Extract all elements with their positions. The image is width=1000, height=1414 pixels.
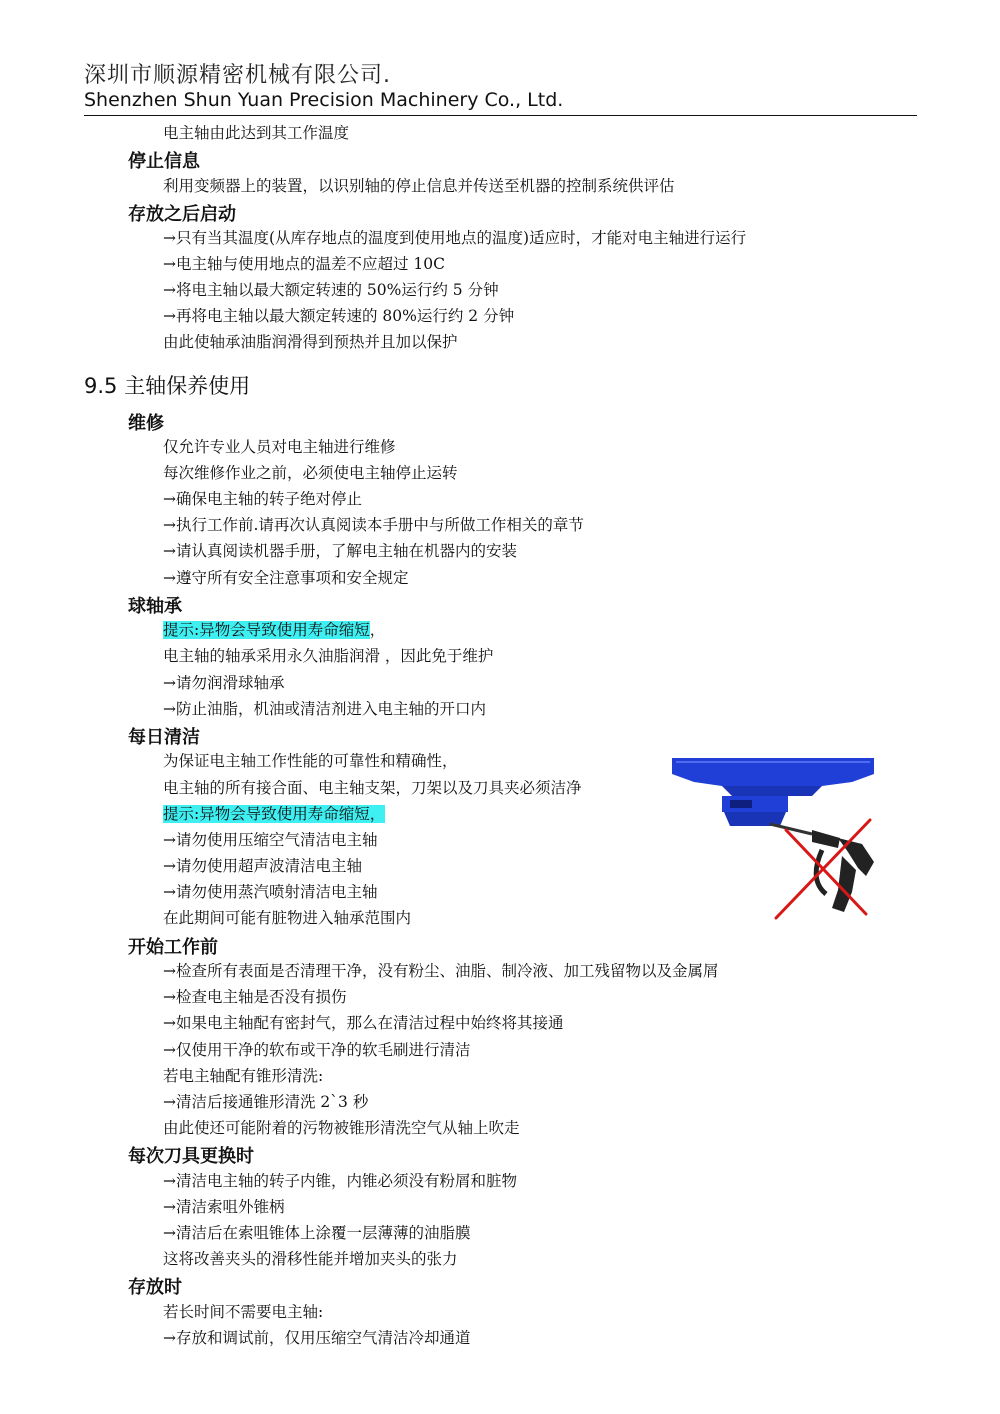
body-line: 电主轴由此达到其工作温度 [163,124,350,142]
subheading: 停止信息 [128,151,200,172]
highlighted-tip: 提示:异物会导致使用寿命缩短， [163,805,386,823]
body-line: →清洁索咀外锥柄 [163,1198,285,1216]
body-line: →检查所有表面是否清理干净，没有粉尘、油脂、制冷液、加工残留物以及金属屑 [163,962,719,980]
body-line: →请勿使用压缩空气清洁电主轴 [163,831,378,849]
section-heading: 9.5 主轴保养使用 [84,374,251,398]
body-line: →清洁电主轴的转子内锥，内锥必须没有粉屑和脏物 [163,1172,517,1190]
body-line: →如果电主轴配有密封气，那么在清洁过程中始终将其接通 [163,1014,564,1032]
body-line: 在此期间可能有脏物进入轴承范围内 [163,909,412,927]
body-line: →存放和调试前，仅用压缩空气清洁冷却通道 [163,1329,471,1347]
body-line [163,802,385,824]
body-line: →清洁后接通锥形清洗 2`3 秒 [163,1093,369,1111]
highlighted-tip: 提示:异物会导致使用寿命缩短 [163,621,370,639]
subheading: 存放之后启动 [128,204,236,225]
no-compressed-air-figure [662,752,884,924]
header-divider [84,115,917,116]
body-line: →请认真阅读机器手册，了解电主轴在机器内的安装 [163,542,517,560]
body-line: →仅使用干净的软布或干净的软毛刷进行清洁 [163,1041,471,1059]
body-line: →清洁后在索咀锥体上涂覆一层薄薄的油脂膜 [163,1224,471,1242]
body-line: 由此使轴承油脂润滑得到预热并且加以保护 [163,333,458,351]
body-line: 若长时间不需要电主轴: [163,1303,324,1321]
tip-punctuation: ， [369,621,386,639]
body-line [163,618,385,640]
body-line: →确保电主轴的转子绝对停止 [163,490,362,508]
body-line: →请勿使用蒸汽喷射清洁电主轴 [163,883,378,901]
body-line: →只有当其温度(从库存地点的温度到使用地点的温度)适应时，才能对电主轴进行运行 [163,229,747,247]
body-line: 利用变频器上的装置，以识别轴的停止信息并传送至机器的控制系统供评估 [163,177,675,195]
body-line: 若电主轴配有锥形清洗: [163,1067,324,1085]
body-line: 电主轴的轴承采用永久油脂润滑 ，因此免于维护 [163,647,494,665]
body-line: 由此使还可能附着的污物被锥形清洗空气从轴上吹走 [163,1119,520,1137]
body-line: 每次维修作业之前，必须使电主轴停止运转 [163,464,458,482]
subheading: 每日清洁 [128,727,200,748]
company-name-cn: 深圳市顺源精密机械有限公司. [84,63,391,88]
spindle-icon [672,758,874,826]
body-line: →防止油脂，机油或清洁剂进入电主轴的开口内 [163,700,486,718]
subheading: 每次刀具更换时 [128,1146,254,1167]
company-name-en: Shenzhen Shun Yuan Precision Machinery Co., Ltd. [84,89,564,111]
body-line: 这将改善夹头的滑移性能并增加夹头的张力 [163,1250,458,1268]
body-line: →请勿润滑球轴承 [163,674,285,692]
body-line: →执行工作前.请再次认真阅读本手册中与所做工作相关的章节 [163,516,584,534]
subheading: 开始工作前 [128,937,218,958]
body-line: →电主轴与使用地点的温差不应超过 10C [163,255,445,273]
subheading: 维修 [128,413,164,434]
body-line: →请勿使用超声波清洁电主轴 [163,857,362,875]
subheading: 球轴承 [128,596,182,617]
body-line: →遵守所有安全注意事项和安全规定 [163,569,409,587]
body-line: →再将电主轴以最大额定转速的 80%运行约 2 分钟 [163,307,515,325]
body-line: 电主轴的所有接合面、电主轴支架，刀架以及刀具夹必须洁净 [163,779,582,797]
body-line: 仅允许专业人员对电主轴进行维修 [163,438,396,456]
body-line: 为保证电主轴工作性能的可靠性和精确性， [163,752,458,770]
subheading: 存放时 [128,1277,182,1298]
body-line: →将电主轴以最大额定转速的 50%运行约 5 分钟 [163,281,499,299]
body-line: →检查电主轴是否没有损伤 [163,988,347,1006]
